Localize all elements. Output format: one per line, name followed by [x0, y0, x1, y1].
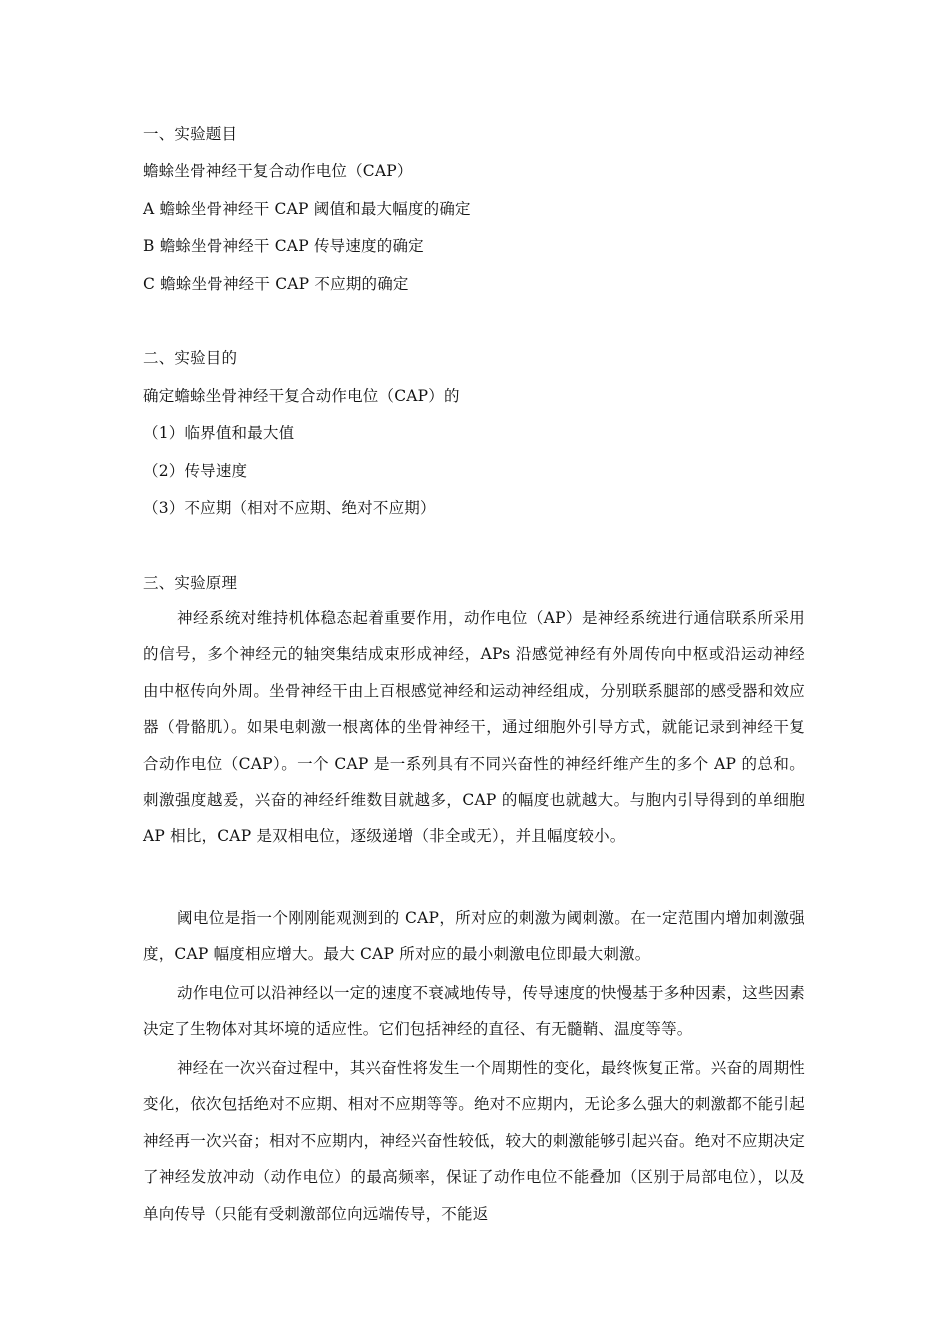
section-2-heading: 二、实验目的: [143, 349, 238, 367]
experiment-a-line: A 蟾蜍坐骨神经干 CAP 阈值和最大幅度的确定: [143, 200, 471, 218]
purpose-item-3: （3）不应期（相对不应期、绝对不应期）: [143, 499, 436, 517]
section-1-heading: 一、实验题目: [143, 125, 238, 143]
section-3-heading: 三、实验原理: [143, 574, 238, 592]
experiment-c-line: C 蟾蜍坐骨神经干 CAP 不应期的确定: [143, 275, 409, 293]
title-line: 蟾蜍坐骨神经干复合动作电位（CAP）: [143, 162, 413, 180]
principle-paragraph-1: 神经系统对维持机体稳态起着重要作用，动作电位（AP）是神经系统进行通信联系所采用的信号，多个神经元的轴突集结成束形成神经，APs 沿感觉神经有外周传向中枢或沿运动神经由中枢传向外周。坐骨神经干由上百根感觉神经和运动神经组成，分别联系腿部的感受器和效应器（骨骼肌）。如果电刺激一根离体的坐骨神经干，通过细胞外引导方式，就能记录到神经干复合动作电位（CAP）。一个 CAP 是一系列具有不同兴奋性的神经纤维产生的多个 AP 的总和。刺激强度越爰，兴奋的神经纤维数目就越多，CAP 的幅度也就越大。与胞内引导得到的单细胞 AP 相比，CAP 是双相电位，逐级递增（非全或无），并且幅度较小。: [143, 609, 805, 846]
principle-paragraph-4: 神经在一次兴奋过程中，其兴奋性将发生一个周期性的变化，最终恢复正常。兴奋的周期性变化，依次包括绝对不应期、相对不应期等等。绝对不应期内，无论多么强大的刺激都不能引起神经再一次兴奋；相对不应期内，神经兴奋性较低，较大的刺激能够引起兴奋。绝对不应期决定了神经发放冲动（动作电位）的最高频率，保证了动作电位不能叠加（区别于局部电位），以及单向传导（只能有受刺激部位向远端传导，不能返: [143, 1059, 806, 1223]
principle-paragraph-3: 动作电位可以沿神经以一定的速度不衰减地传导，传导速度的快慢基于多种因素，这些因素决定了生物体对其坏境的适应性。它们包括神经的直径、有无髓鞘、温度等等。: [143, 984, 806, 1039]
purpose-item-1: （1）临界值和最大值: [143, 424, 295, 442]
purpose-intro-line: 确定蟾蜍坐骨神经干复合动作电位（CAP）的: [143, 387, 460, 405]
principle-paragraph-2: 阈电位是指一个刚刚能观测到的 CAP，所对应的刺激为阈刺激。在一定范围内增加刺激强度，CAP 幅度相应增大。最大 CAP 所对应的最小刺激电位即最大刺激。: [143, 909, 805, 964]
purpose-item-2: （2）传导速度: [143, 462, 248, 480]
experiment-b-line: B 蟾蜍坐骨神经干 CAP 传导速度的确定: [143, 237, 424, 255]
